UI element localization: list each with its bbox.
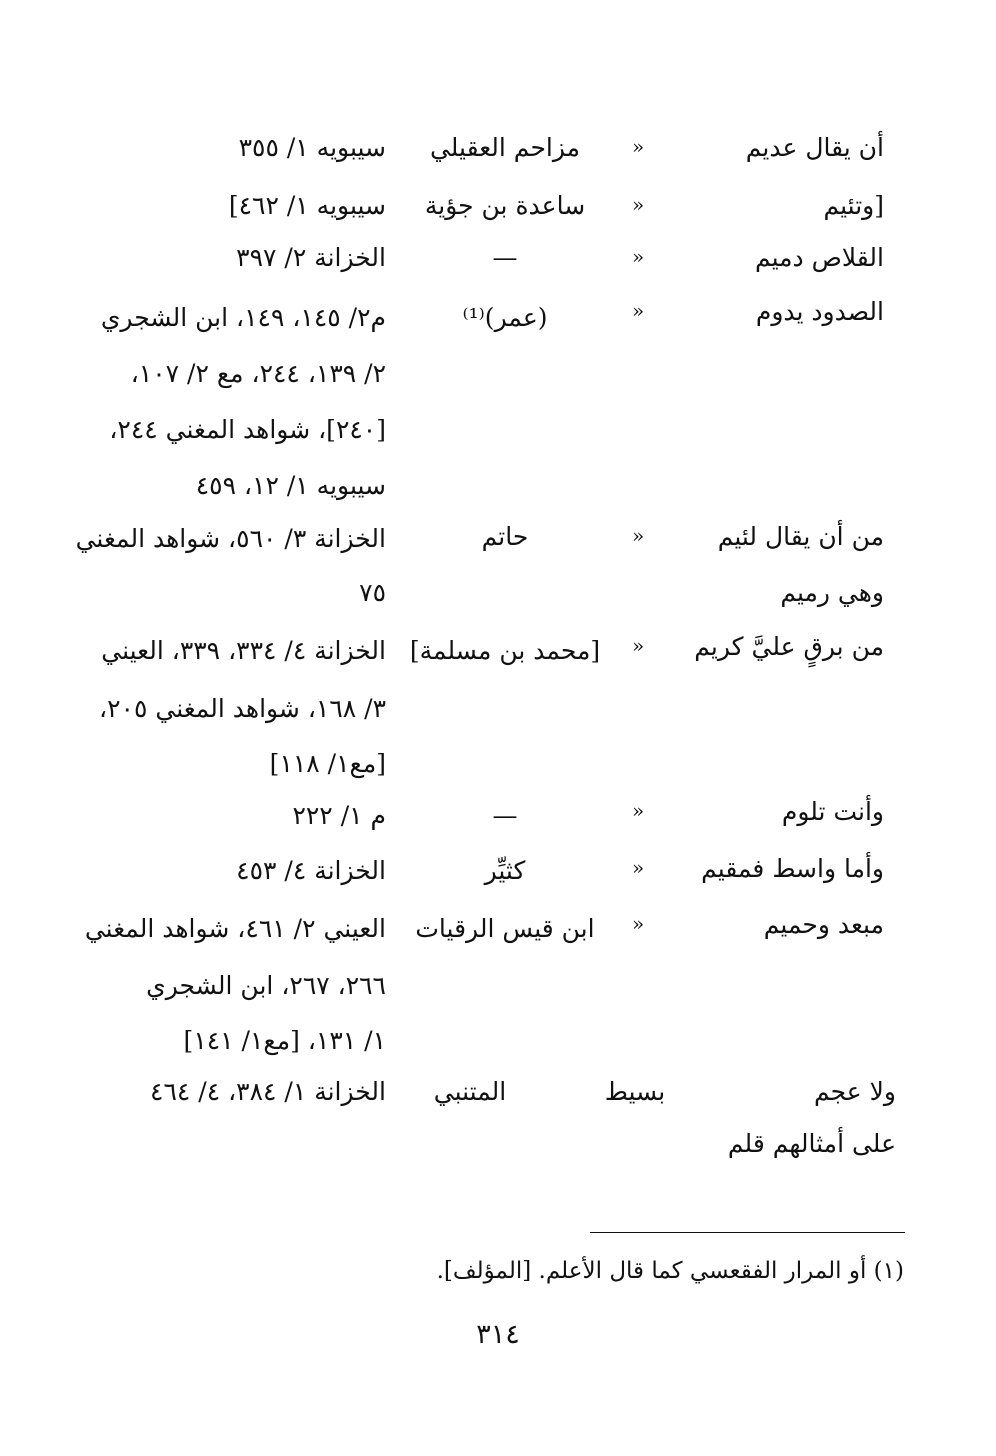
- verse-line: من برقٍ عليَّ كريم: [694, 632, 884, 661]
- source-reference: سيبويه ١/ ٤٦٢]: [228, 191, 386, 220]
- source-reference: ٢/ ١٣٩، ٢٤٤، مع ٢/ ١٠٧،: [130, 359, 386, 388]
- source-reference: ٣/ ١٦٨، شواهد المغني ٢٠٥،: [99, 694, 386, 723]
- verse-line: وأنت تلوم: [781, 797, 884, 826]
- source-reference: الخزانة ٤/ ٣٣٤، ٣٣٩، العيني: [101, 636, 386, 665]
- ditto-mark: «: [632, 244, 645, 269]
- poet-name: ابن قيس الرقيات: [415, 914, 595, 943]
- verse-line: [وتئيم: [823, 191, 884, 220]
- footnote-divider: [590, 1232, 905, 1233]
- verse-line: وأما واسط فمقيم: [701, 854, 884, 883]
- poet-name: مزاحم العقيلي: [429, 133, 581, 162]
- source-reference: الخزانة ٣/ ٥٦٠، شواهد المغني: [75, 524, 386, 553]
- ditto-mark: «: [632, 855, 645, 880]
- poet-name: المتنبي: [433, 1077, 507, 1106]
- source-reference: [٢٤٠]، شواهد المغني ٢٤٤،: [109, 415, 386, 444]
- source-reference: سيبويه ١/ ٣٥٥: [238, 133, 386, 162]
- poet-name: (عمر)⁽¹⁾: [462, 303, 548, 332]
- footnote: (١) أو المرار الفقعسي كما قال الأعلم. [المؤلف].: [436, 1258, 904, 1284]
- page-number: ٣١٤: [476, 1319, 520, 1350]
- ditto-mark: «: [632, 523, 645, 548]
- verse-line: ولا عجم: [814, 1077, 896, 1106]
- source-reference: سيبويه ١/ ١٢، ٤٥٩: [195, 471, 386, 500]
- verse-line: القلاص دميم: [754, 243, 884, 272]
- source-reference: م ١/ ٢٢٢: [292, 801, 386, 830]
- source-reference: ٢٦٦، ٢٦٧، ابن الشجري: [146, 971, 386, 1000]
- verse-line: على أمثالهم قلم: [727, 1129, 896, 1158]
- ditto-mark: «: [632, 911, 645, 936]
- verse-line: من أن يقال لئيم: [717, 522, 884, 551]
- poet-name: ساعدة بن جؤية: [424, 191, 586, 220]
- source-reference: العيني ٢/ ٤٦١، شواهد المغني: [84, 914, 386, 943]
- meter-name: بسيط: [604, 1077, 666, 1106]
- source-reference: ٧٥: [359, 578, 386, 607]
- verse-line: وهي رميم: [780, 578, 884, 607]
- ditto-mark: «: [632, 798, 645, 823]
- verse-line: مبعد وحميم: [763, 910, 884, 939]
- source-reference: [مع١/ ١١٨]: [269, 749, 386, 778]
- ditto-mark: «: [632, 633, 645, 658]
- poet-name: حاتم: [481, 522, 529, 551]
- verse-line: الصدود يدوم: [755, 297, 884, 326]
- source-reference: الخزانة ١/ ٣٨٤، ٤/ ٤٦٤: [150, 1077, 386, 1106]
- ditto-mark: «: [632, 192, 645, 217]
- poet-name: —: [492, 243, 518, 272]
- source-reference: الخزانة ٢/ ٣٩٧: [236, 243, 386, 272]
- ditto-mark: «: [632, 134, 645, 159]
- source-reference: الخزانة ٤/ ٤٥٣: [236, 856, 386, 885]
- poet-name: [محمد بن مسلمة]: [409, 636, 601, 665]
- poet-name: —: [492, 801, 518, 830]
- source-reference: م٢/ ١٤٥، ١٤٩، ابن الشجري: [100, 303, 386, 332]
- verse-line: أن يقال عديم: [745, 133, 884, 162]
- source-reference: ١/ ١٣١، [مع١/ ١٤١]: [183, 1026, 386, 1055]
- poet-name: كثيِّر: [484, 856, 526, 885]
- ditto-mark: «: [632, 298, 645, 323]
